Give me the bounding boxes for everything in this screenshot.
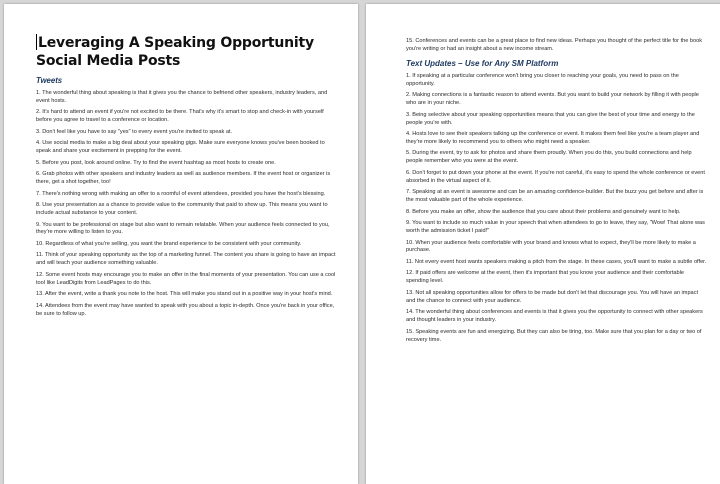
tweet-item: 4. Use social media to make a big deal about your speaking gigs. Make sure everyone knows you've been booked to speak and share your excitement in prepping for the event. (36, 140, 325, 155)
text-update-item: 12. If paid offers are welcome at the event, then it's important that you know your audience and their comfortable spending level. (406, 270, 685, 285)
text-update-item: 1. If speaking at a particular conference won't bring you closer to reaching your goals, you need to pass on the opportunity. (406, 72, 679, 87)
text-update-item: 14. The wonderful thing about conferences and events is that it gives you the opportunity to connect with other speakers and thought leaders in your industry. (406, 309, 703, 324)
text-update-item: 8. Before you make an offer, show the audience that you care about their problems and genuinely want to help. (406, 208, 681, 215)
tweet-item: 6. Grab photos with other speakers and industry leaders as well as audience members. If the event host or organizer is there, get a shot together, too! (36, 171, 331, 186)
tweet-item: 11. Think of your speaking opportunity as the top of a marketing funnel. The content you share is going to have an impact and will teach your audience something valuable. (36, 252, 336, 267)
text-update-item: 7. Speaking at an event is awesome and can be an amazing confidence-builder. But the buzz you get before and after is the most valuable part of the whole experience. (406, 189, 704, 204)
text-update-item: 13. Not all speaking opportunities allow for offers to be made but don't let that discourage you. You will have an impact and the chance to connect with your audience. (406, 289, 699, 304)
text-update-item: 15. Speaking events are fun and energizing. But they can also be tiring, too. Make sure that you plan for a day or two of recovery time. (406, 328, 702, 343)
tweet-item: 9. You want to be professional on stage but also want to remain relatable. When your audience feels connected to you, they're more willing to listen to you. (36, 221, 330, 236)
document-page-right[interactable] (366, 4, 720, 484)
document-title (36, 34, 340, 70)
tweet-item: 12. Some event hosts may encourage you to make an offer in the final moments of your presentation. You can use a cool tool like LeadDigits from LeadPages to do this. (36, 271, 336, 286)
text-update-item: 4. Hosts love to see their speakers talking up the conference or event. It makes them feel like you're a team player and they're more likely to recommend you to others who might need a speaker. (406, 131, 700, 145)
tweet-item: 13. After the event, write a thank you note to the host. This will make you stand out in a positive way in your host's mind. (36, 291, 333, 298)
text-update-item: 3. Being selective about your speaking opportunities means that you can give the best of your time and energy to the people you're with. (406, 111, 695, 126)
text-update-item: 9. You want to include so much value in your speech that when attendees to go to leave, they say, "Wow! That alone was worth the admission ticket I paid!" (406, 220, 705, 235)
tweet-item: 8. Use your presentation as a chance to provide value to the community that paid to show up. This means you want to include actual substance to your content. (36, 202, 328, 217)
tweet-item-continued: 15. Conferences and events can be a great place to find new ideas. Perhaps you thought of the perfect title for the book you're writing or had an insight about a new income stream. (406, 38, 703, 52)
tweet-item: 2. It's hard to attend an event if you're not excited to be there. That's why it's smart to stop and check-in with yourself before you agree to travel to a conference or location. (36, 109, 324, 124)
text-update-item: 2. Making connections is a fantastic reason to attend events. But you want to build your network by filling it with people who are in your niche. (406, 92, 699, 107)
text-update-item: 11. Not every event host wants speakers making a pitch from the stage. In these cases, you'll want to make a subtle offer. (406, 258, 707, 265)
text-update-item: 6. Don't forget to put down your phone at the event. If you're not careful, it's easy to spend the whole conference or event absorbed in the virtual aspect of it. (406, 169, 705, 184)
section-heading-text-updates: Text Updates – Use for Any SM Platform (406, 58, 559, 68)
text-cursor (36, 34, 37, 50)
document-page-left[interactable] (4, 4, 358, 484)
tweet-item: 3. Don't feel like you have to say "yes" to every event you're invited to speak at. (36, 128, 233, 135)
title-line-2: Social Media Posts (36, 53, 181, 69)
tweet-item: 1. The wonderful thing about speaking is that it gives you the chance to befriend other speakers, industry leaders, and event hosts. (36, 90, 328, 104)
section-heading-tweets: Tweets (36, 76, 63, 85)
tweet-item: 10. Regardless of what you're selling, you want the brand experience to be consistent with your community. (36, 240, 302, 247)
title-line-1 (36, 34, 340, 52)
title-line-1-text: Leveraging A Speaking Opportunity (38, 35, 314, 51)
tweet-item: 14. Attendees from the event may have wanted to speak with you about a topic in-depth. Once you're back in your office, be sure to follow up. (36, 302, 335, 317)
text-update-item: 5. During the event, try to ask for photos and share them proudly. When you do this, you build connections and help people remember who you were at the event. (406, 150, 692, 165)
tweet-item: 5. Before you post, look around online. Try to find the event hashtag as most hosts to create one. (36, 159, 276, 166)
tweet-item: 7. There's nothing wrong with making an offer to a roomful of event attendees, provided you have the host's blessing. (36, 190, 326, 197)
text-update-item: 10. When your audience feels comfortable with your brand and knows what to expect, they'll be more likely to make a purchase. (406, 239, 696, 254)
